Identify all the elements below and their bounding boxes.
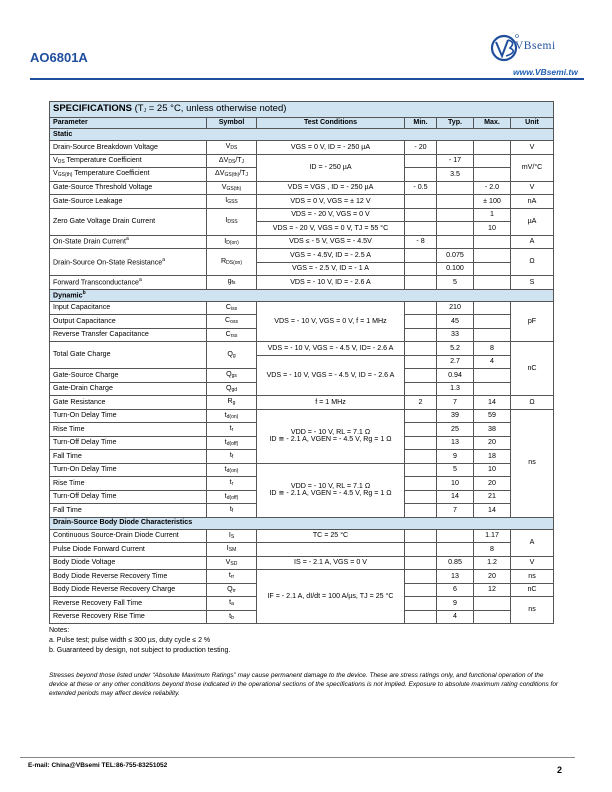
table-row: Turn-On Delay Time $t_{d(on)}$ VDD = - 10 V, RL = 7.1 Ω ID ≅ - 2.1 A, VGEN = - 4.5 V, Rg = 1 Ω 5 10 — [50, 463, 554, 477]
table-row: $V_{DS}$ Temperature Coefficient $\Delta V_{DS}/T_J$ ID = - 250 µA - 17 mV/°C — [50, 154, 554, 168]
table-row: Fall Time $t_f$ 9 18 — [50, 450, 554, 464]
section-label-static: Static — [50, 129, 554, 141]
table-row: Turn-On Delay Time $t_{d(on)}$ VDD = - 10 V, RL = 7.1 Ω ID ≅ - 2.1 A, VGEN = - 4.5 V, Rg = 1 Ω 39 59 ns — [50, 409, 554, 423]
switching-condition-1: VDD = - 10 V, RL = 7.1 Ω ID ≅ - 2.1 A, VGEN = - 4.5 V, Rg = 1 Ω — [257, 409, 405, 463]
section-row-static — [50, 129, 554, 141]
table-row: Turn-Off Delay Time $t_{d(off)}$ 14 21 — [50, 490, 554, 504]
col-header-test-conditions: Test Conditions — [257, 118, 405, 129]
table-row: Rise Time $t_r$ 10 20 — [50, 477, 554, 491]
col-header-symbol: Symbol — [207, 118, 257, 129]
col-header-parameter: Parameter — [50, 118, 207, 129]
table-row: Output Capacitance $C_{oss}$ 45 — [50, 315, 554, 329]
section-row-dynamic — [50, 289, 554, 301]
table-row: Reverse Recovery Rise Time $t_b$ 4 — [50, 610, 554, 624]
website-link[interactable]: www.VBsemi.tw — [513, 67, 578, 77]
table-row: Reverse Recovery Fall Time $t_a$ 9 ns — [50, 597, 554, 611]
table-row: Zero Gate Voltage Drain Current $I_{DSS}$ VDS = - 20 V, VGS = 0 V 1 µA — [50, 208, 554, 222]
col-header-unit: Unit — [511, 118, 554, 129]
specifications-table — [49, 101, 554, 624]
notes-heading: Notes: — [49, 627, 70, 634]
notes — [49, 626, 230, 656]
footer-contact: E-mail: China@VBsemi TEL:86-755-83251052 — [28, 762, 168, 769]
table-row: Turn-Off Delay Time $t_{d(off)}$ 13 20 — [50, 436, 554, 450]
brand-name: VBsemi — [515, 40, 556, 52]
table-row: Gate-Source Charge $Q_{gs}$ 0.94 — [50, 369, 554, 383]
table-row: Body Diode Reverse Recovery Charge $Q_{rr}$ 6 12 nC — [50, 583, 554, 597]
table-row: Input Capacitance $C_{iss}$ VDS = - 10 V, VGS = 0 V, f = 1 MHz 210 pF — [50, 301, 554, 315]
table-row: Body Diode Reverse Recovery Time $t_{rr}$ IF = - 2.1 A, dI/dt = 100 A/µs, TJ = 25 °C 13 20 ns — [50, 570, 554, 584]
note-b: b. Guaranteed by design, not subject to production testing. — [49, 647, 231, 654]
column-header-row — [50, 118, 554, 129]
table-row: Total Gate Charge $Q_g$ VDS = - 10 V, VGS = - 4.5 V, ID= - 2.6 A 5.2 8 nC — [50, 342, 554, 356]
part-number: AO6801A — [30, 50, 88, 65]
note-a: a. Pulse test; pulse width ≤ 300 µs, duty cycle ≤ 2 % — [49, 637, 211, 644]
table-row: $V_{GS(th)}$ Temperature Coefficient $\Delta V_{GS(th)}/T_J$ 3.5 — [50, 168, 554, 182]
table-row: VDS = - 20 V, VGS = 0 V, TJ = 55 °C 10 — [50, 222, 554, 236]
table-row: Fall Time $t_f$ 7 14 — [50, 504, 554, 518]
stress-disclaimer: Stresses beyond those listed under “Absolute Maximum Ratings” may cause permanent damage to the device. These are stress ratings only, and functional operation of the device at these or any other conditions beyond those indicated in the operational sections of the specifications is not implied. Exposure to absolute maximum rating conditions for extended periods may affect device reliability. — [49, 672, 559, 697]
table-title-row — [50, 102, 554, 118]
table-row: Rise Time $t_r$ 25 38 — [50, 423, 554, 437]
table-row: Gate-Drain Charge $Q_{gd}$ 1.3 — [50, 382, 554, 396]
section-label-dynamic: Dynamic$^b$ — [50, 289, 554, 301]
table-row: VGS = - 2.5 V, ID = - 1 A 0.100 — [50, 262, 554, 276]
header-rule — [30, 78, 584, 80]
table-row: Forward Transconductance$^a$ $g_{fs}$ VDS = - 10 V, ID = - 2.6 A 5 S — [50, 276, 554, 290]
table-row: Gate-Source Threshold Voltage $V_{GS(th)}$ VDS = VGS , ID = - 250 µA - 0.5 - 2.0 V — [50, 181, 554, 195]
footer-rule — [20, 757, 575, 758]
table-row: Gate-Source Leakage $I_{GSS}$ VDS = 0 V, VGS = ± 12 V ± 100 nA — [50, 195, 554, 209]
table-row: Pulse Diode Forward Current $I_{SM}$ 8 — [50, 543, 554, 557]
page-number: 2 — [557, 765, 563, 775]
table-row: Gate Resistance $R_g$ f = 1 MHz 2 7 14 Ω — [50, 396, 554, 410]
table-row: VDS = - 10 V, VGS = - 4.5 V, ID = - 2.6 A 2.7 4 — [50, 355, 554, 369]
col-header-max: Max. — [474, 118, 511, 129]
table-row: Drain-Source On-State Resistance$^a$ $R_{DS(on)}$ VGS = - 4.5V, ID = - 2.5 A 0.075 Ω — [50, 249, 554, 263]
table-row: Body Diode Voltage $V_{SD}$ IS = - 2.1 A, VGS = 0 V 0.85 1.2 V — [50, 556, 554, 570]
table-title: SPECIFICATIONS ($T_J = 25$ °C, unless otherwise noted) — [50, 102, 554, 118]
table-row: Continuous Source-Drain Diode Current $I_S$ TC = 25 °C 1.17 A — [50, 529, 554, 543]
table-row: Drain-Source Breakdown Voltage $V_{DS}$ VGS = 0 V, ID = - 250 µA - 20 V — [50, 141, 554, 155]
col-header-min: Min. — [405, 118, 437, 129]
section-label-diode: Drain-Source Body Diode Characteristics — [50, 517, 554, 529]
section-row-diode — [50, 517, 554, 529]
table-row: Reverse Transfer Capacitance $C_{rss}$ 33 — [50, 328, 554, 342]
switching-condition-2: VDD = - 10 V, RL = 7.1 Ω ID ≅ - 2.1 A, VGEN = - 4.5 V, Rg = 1 Ω — [257, 463, 405, 517]
table-row: On-State Drain Current$^a$ $I_{D(on)}$ VDS ≤ - 5 V, VGS = - 4.5V - 8 A — [50, 235, 554, 249]
col-header-typ: Typ. — [437, 118, 474, 129]
